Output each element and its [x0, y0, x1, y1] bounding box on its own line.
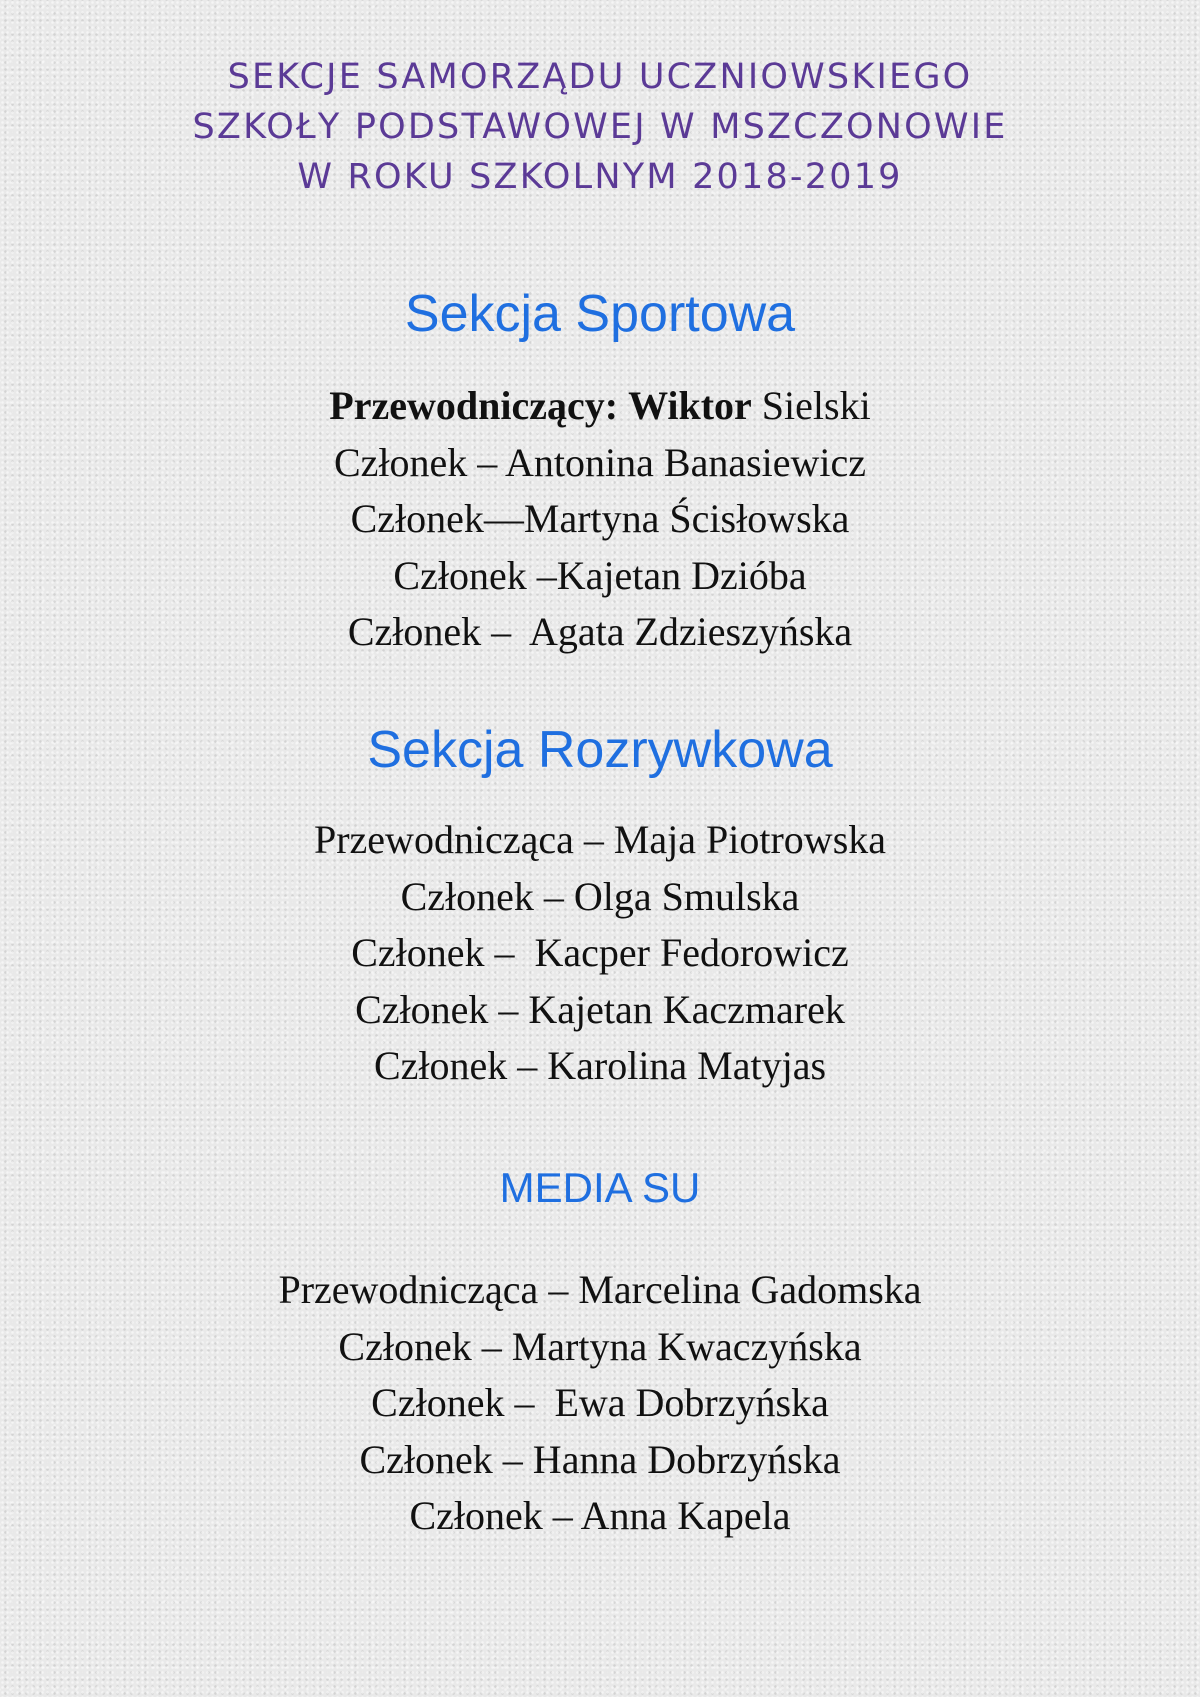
- leader-role: Przewodniczący:: [329, 383, 619, 428]
- sportowa-leader-line: [0, 378, 1200, 435]
- rozrywkowa-member-list: [0, 812, 1200, 1095]
- list-item: Członek – Antonina Banasiewicz: [333, 439, 867, 485]
- leader-first-name: Wiktor: [628, 383, 752, 428]
- section-title-rozrywkowa: Sekcja Rozrywkowa: [367, 721, 833, 779]
- list-item: Członek – Martyna Kwaczyńska: [338, 1323, 862, 1369]
- list-item: Przewodnicząca – Marcelina Gadomska: [278, 1267, 922, 1312]
- header-line-2: SZKOŁY PODSTAWOWEJ W MSZCZONOWIE: [192, 107, 1008, 147]
- section-title-sportowa: Sekcja Sportowa: [404, 285, 796, 343]
- header-line-1: SEKCJE SAMORZĄDU UCZNIOWSKIEGO: [227, 57, 973, 97]
- header-line-3: W ROKU SZKOLNYM 2018-2019: [297, 157, 903, 197]
- list-item: Członek – Agata Zdzieszyńska: [347, 609, 853, 654]
- leader-last-name: Sielski: [761, 383, 871, 428]
- section-title-media: MEDIA SU: [499, 1164, 701, 1211]
- media-member-list: [0, 1262, 1200, 1545]
- list-item: Członek – Hanna Dobrzyńska: [359, 1436, 841, 1482]
- list-item: Członek – Ewa Dobrzyńska: [371, 1380, 829, 1425]
- list-item: Członek—Martyna Ścisłowska: [350, 496, 850, 541]
- list-item: Członek – Kajetan Kaczmarek: [355, 986, 845, 1032]
- list-item: Członek – Anna Kapela: [409, 1493, 791, 1538]
- list-item: Członek – Karolina Matyjas: [373, 1043, 827, 1088]
- document-header: [0, 52, 1200, 202]
- list-item: Członek – Olga Smulska: [400, 873, 800, 919]
- sportowa-member-list: [0, 378, 1200, 661]
- list-item: Przewodnicząca – Maja Piotrowska: [313, 817, 887, 862]
- list-item: Członek –Kajetan Dzióba: [393, 552, 807, 598]
- list-item: Członek – Kacper Fedorowicz: [351, 930, 849, 975]
